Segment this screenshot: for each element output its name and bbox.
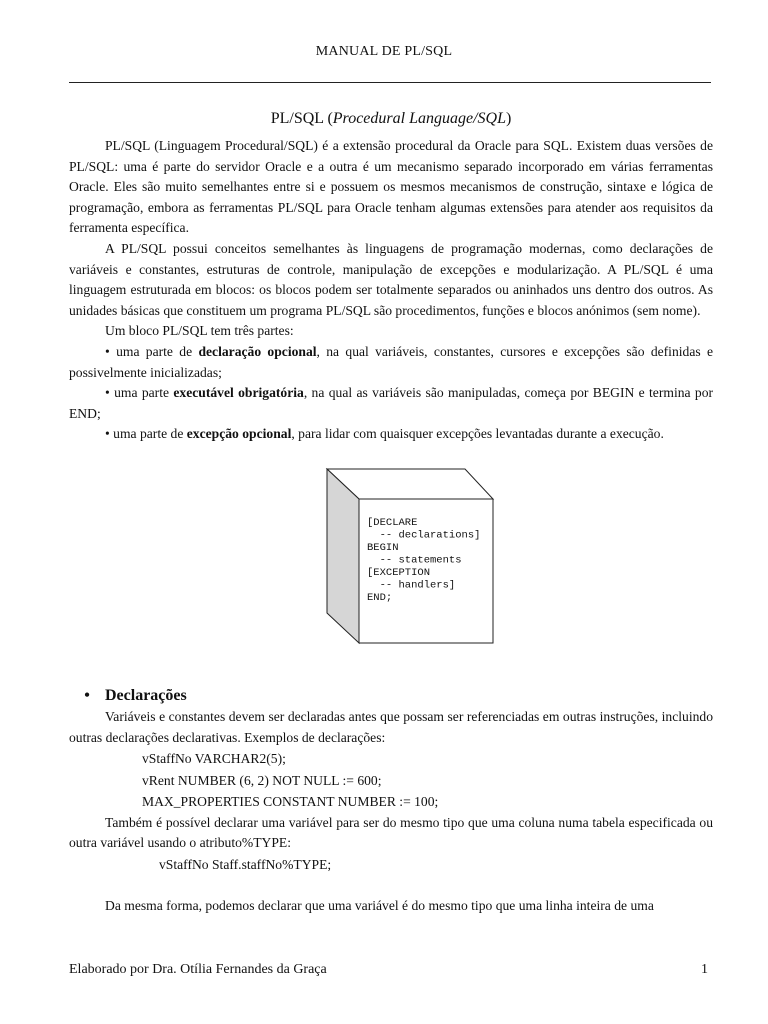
code-example: vStaffNo Staff.staffNo%TYPE; (159, 856, 332, 872)
bullet-text: • uma parte (105, 385, 174, 401)
spacer (69, 875, 713, 896)
title-italic: Procedural Language/SQL (332, 110, 506, 127)
bullet-text: , na qual as variáveis são manipuladas, começa por BEGIN e termina por END; (69, 385, 714, 421)
block-structure-diagram (69, 445, 713, 681)
bullet-exception (69, 424, 713, 445)
page-footer (69, 962, 711, 978)
code-example: MAX_PROPERTIES CONSTANT NUMBER := 100; (142, 794, 439, 810)
page-number: 1 (701, 962, 708, 977)
cube-side-face (327, 469, 359, 643)
bullet-declaration (69, 342, 713, 383)
diagram-code-line: -- statements (367, 554, 462, 567)
diagram-code-line: -- declarations] (367, 529, 481, 542)
section-bullet: • (84, 686, 90, 704)
paragraph-type-attribute: Também é possível declarar uma variável para ser do mesmo tipo que uma coluna numa tabela especificada ou outra variável usando o atributo%TYPE: (69, 814, 713, 851)
diagram-code-line: [EXCEPTION (367, 566, 431, 579)
paragraph-block-parts: Um bloco PL/SQL tem três partes: (105, 323, 294, 339)
document-body (69, 108, 713, 917)
paragraph-declarations: Variáveis e constantes devem ser declaradas antes que possam ser referenciadas em outras instruções, incluindo outras declarações declarativas. Exemplos de declarações: (69, 708, 713, 745)
code-example: vStaffNo VARCHAR2(5); (142, 751, 286, 767)
bullet-bold: executável obrigatória (173, 385, 304, 401)
title-end: ) (505, 110, 512, 127)
code-example: vRent NUMBER (6, 2) NOT NULL := 600; (142, 772, 382, 788)
footer-author: Elaborado por Dra. Otília Fernandes da Graça (69, 962, 327, 977)
diagram-code-line: BEGIN (367, 541, 399, 554)
bullet-bold: excepção opcional (186, 426, 292, 442)
diagram-code-line: -- handlers] (367, 579, 456, 592)
bullet-bold: declaração opcional (198, 343, 317, 359)
document-title (69, 108, 713, 130)
bullet-text: , para lidar com quaisquer excepções levantadas durante a execução. (291, 426, 664, 442)
section-title: Declarações (105, 686, 187, 704)
bullet-text: • uma parte de (105, 343, 199, 359)
diagram-code-line: END; (367, 591, 393, 604)
bullet-text: • uma parte de (105, 426, 187, 442)
title-main: PL/SQL ( (270, 110, 333, 127)
paragraph-rowtype: Da mesma forma, podemos declarar que uma variável é do mesmo tipo que uma linha inteira de uma (105, 898, 654, 914)
section-heading-declarations (69, 685, 713, 707)
header-rule (69, 82, 711, 83)
bullet-executable (69, 383, 713, 424)
page-header: MANUAL DE PL/SQL (315, 44, 453, 59)
paragraph-intro: PL/SQL (Linguagem Procedural/SQL) é a extensão procedural da Oracle para SQL. Existem duas versões de PL/SQL: uma é parte do servidor Oracle e a outra é um mecanismo separado incorporado em várias ferramentas Oracle. Eles são muito semelhantes entre si e possuem os mesmos mecanismos de construção, sintaxe e lógica de programação, embora as ferramentas PL/SQL para Oracle tenham algumas extensões para atender aos requisitos da ferramenta específica. (69, 138, 713, 236)
paragraph-concepts: A PL/SQL possui conceitos semelhantes às linguagens de programação modernas, como declarações de variáveis e constantes, estruturas de controle, manipulação de excepções e modularização. A PL/SQL é uma linguagem estruturada em blocos: os blocos podem ser totalmente separados ou aninhados uns dentro dos outros. As unidades básicas que constituem um programa PL/SQL são procedimentos, funções e blocos anónimos (sem nome). (69, 240, 713, 318)
bullet-text: , na qual variáveis, constantes, cursores e excepções são definidas e possivelmente inicializadas; (69, 343, 714, 380)
diagram-code-line: [DECLARE (367, 516, 418, 529)
block-diagram-area (69, 445, 713, 681)
